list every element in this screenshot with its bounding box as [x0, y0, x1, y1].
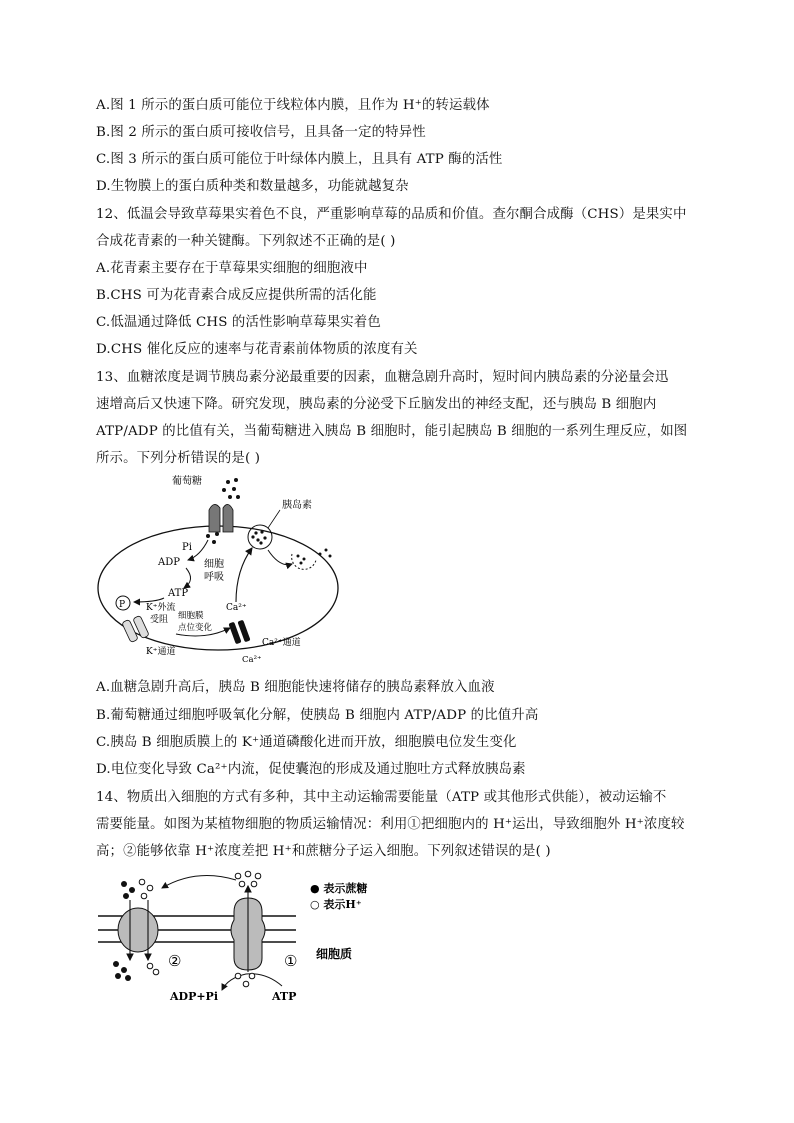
islet-b-cell-diagram: [96, 470, 346, 670]
glucose-label: 葡萄糖: [172, 476, 202, 487]
q11-option-c: C.图 3 所示的蛋白质可能位于叶绿体内膜上，且具有 ATP 酶的活性: [96, 152, 503, 167]
q13-stem-line-3: ATP/ADP 的比值有关，当葡萄糖进入胰岛 B 细胞时，能引起胰岛 B 细胞的一系列生理反应，如图: [96, 424, 688, 439]
insulin-label: 胰岛素: [282, 500, 312, 511]
ca-channel: [228, 620, 250, 645]
q12-option-b: B.CHS 可为花青素合成反应提供所需的活化能: [96, 288, 377, 303]
atp-label: ATP: [168, 588, 189, 599]
phosphate-label: P: [119, 600, 126, 610]
ca-to-vesicle-arrow: [236, 548, 252, 602]
adp-label: ADP: [158, 557, 180, 568]
q14-stem-line-2: 需要能量。如图为某植物细胞的物质运输情况：利用①把细胞内的 H⁺运出，导致细胞外 H⁺浓度较: [96, 817, 685, 832]
pi-label: Pi: [182, 542, 192, 553]
q11-option-a: A.图 1 所示的蛋白质可能位于线粒体内膜，且作为 H⁺的转运载体: [96, 98, 490, 113]
q14-stem-line-3: 高；②能够依靠 H⁺浓度差把 H⁺和蔗糖分子运入细胞。下列叙述错误的是( ): [96, 844, 551, 859]
q11-option-b: B.图 2 所示的蛋白质可接收信号，且具备一定的特异性: [96, 125, 426, 140]
q13-stem-line-4: 所示。下列分析错误的是( ): [96, 451, 261, 466]
respiration-label-2: 呼吸: [204, 572, 224, 583]
q11-option-d: D.生物膜上的蛋白质种类和数量越多，功能就越复杂: [96, 179, 409, 194]
adp-pi-label: ADP+Pi: [170, 990, 219, 1003]
membrane-change-label-2: 点位变化: [178, 623, 213, 633]
carrier-2: [118, 908, 158, 952]
sucrose-inside: [113, 961, 131, 981]
legend-h-ion: ○ 表示H⁺: [310, 898, 362, 911]
q12-option-a: A.花青素主要存在于草莓果实细胞的细胞液中: [96, 261, 368, 276]
cytoplasm-label: 细胞质: [316, 947, 353, 961]
membrane-change-label-1: 细胞膜: [178, 611, 204, 621]
respiration-label-1: 细胞: [204, 559, 224, 570]
ca-ion-outside-label: Ca²⁺: [242, 655, 262, 665]
sucrose-outside: [121, 881, 135, 899]
k-efflux-label-1: K⁺外流: [146, 603, 176, 613]
h-ions-outside-right: [235, 871, 261, 887]
q13-option-c: C.胰岛 B 细胞质膜上的 K⁺通道磷酸化进而开放，细胞膜电位发生变化: [96, 735, 517, 750]
atp-cycle-arrow: [184, 568, 191, 588]
q13-option-d: D.电位变化导致 Ca²⁺内流，促使囊泡的形成及通过胞吐方式释放胰岛素: [96, 762, 526, 777]
pump-1-label: ①: [284, 952, 298, 970]
ca-channel-label: Ca²⁺通道: [262, 638, 301, 648]
plant-cell-transport-diagram: [96, 868, 386, 1008]
h-ions-inside: [147, 963, 159, 975]
ca-ion-label: Ca²⁺: [226, 603, 247, 613]
atp-label-14: ATP: [272, 990, 297, 1003]
carrier-2-label: ②: [168, 952, 182, 970]
glucose-transporter: [209, 504, 233, 532]
q12-stem-line-1: 12、低温会导致草莓果实着色不良，严重影响草莓的品质和价值。查尔酮合成酶（CHS）是果实中: [96, 207, 687, 222]
h-ions-inside-pump: [235, 973, 255, 987]
q13-stem-line-1: 13、血糖浓度是调节胰岛素分泌最重要的因素，血糖急剧升高时，短时间内胰岛素的分泌量会迅: [96, 370, 669, 385]
q14-stem-line-1: 14、物质出入细胞的方式有多种，其中主动运输需要能量（ATP 或其他形式供能），被动运输不: [96, 790, 667, 805]
legend-sucrose: ● 表示蔗糖: [310, 882, 368, 895]
glucose-molecules-inside: [206, 532, 219, 544]
q12-option-d: D.CHS 催化反应的速率与花青素前体物质的浓度有关: [96, 342, 418, 357]
q12-option-c: C.低温通过降低 CHS 的活性影响草莓果实着色: [96, 315, 381, 330]
h-ions-outside-left: [139, 879, 153, 899]
k-efflux-label-2: 受阻: [150, 615, 169, 625]
k-channel: [122, 615, 150, 642]
q13-option-b: B.葡萄糖通过细胞呼吸氧化分解，使胰岛 B 细胞内 ATP/ADP 的比值升高: [96, 708, 539, 723]
q12-stem-line-2: 合成花青素的一种关键酶。下列叙述不正确的是( ): [96, 234, 396, 249]
q13-option-a: A.血糖急剧升高后，胰岛 B 细胞能快速将储存的胰岛素释放入血液: [96, 680, 495, 695]
q13-stem-line-2: 速增高后又快速下降。研究发现，胰岛素的分泌受下丘脑发出的神经支配，还与胰岛 B 细胞内: [96, 397, 657, 412]
exocytosis-vesicle: [292, 554, 316, 569]
k-channel-label: K⁺通道: [146, 647, 176, 657]
glucose-molecules-outside: [222, 478, 240, 499]
